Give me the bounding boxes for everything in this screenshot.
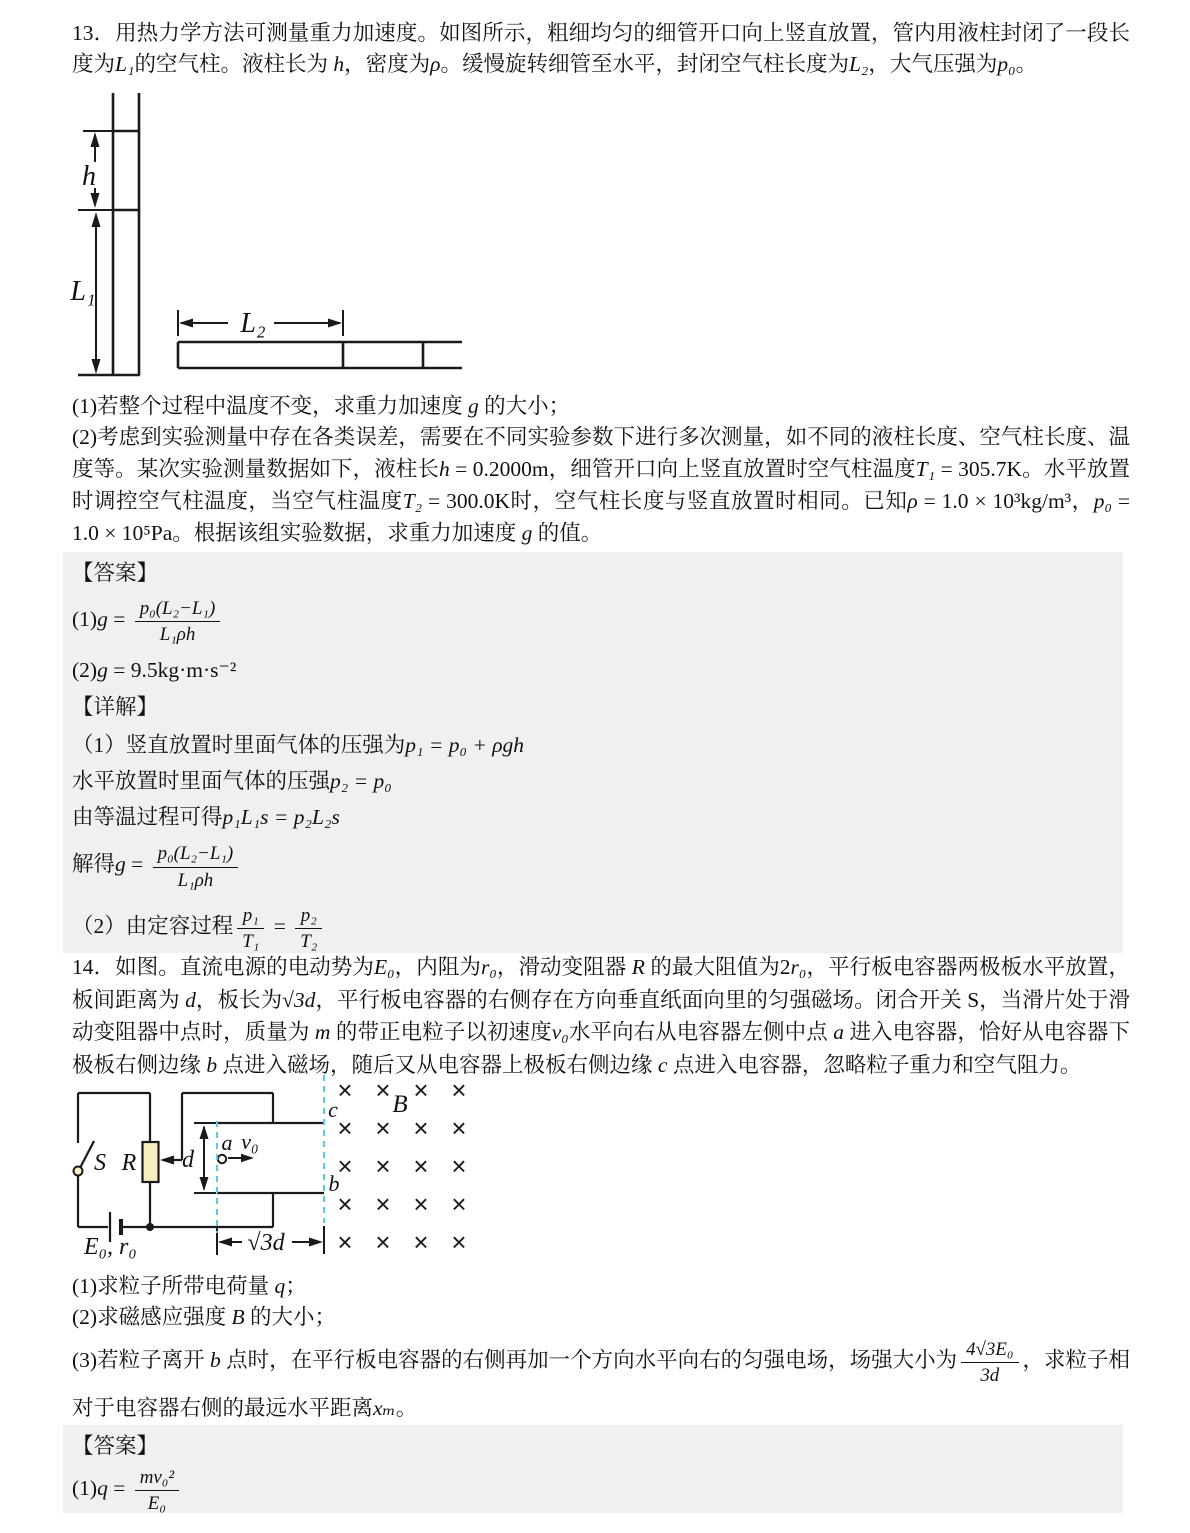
plain-text: 点进入电容器，忽略粒子重力和空气阻力。 (667, 1052, 1082, 1077)
question-14-part3 (72, 1336, 1130, 1428)
fraction: $\frac{\text{p₂}}{\text{T₂}}$ (295, 904, 322, 952)
answer-header-14: 【答案】 (72, 1434, 159, 1458)
detail-line-3 (72, 802, 1113, 833)
math-text: g (115, 852, 126, 877)
fraction: $\frac{\text{p₁}}{\text{T₁}}$ (237, 904, 264, 952)
math-text: g (97, 658, 108, 683)
math-text: h (438, 457, 450, 481)
plain-text: (1)若整个过程中温度不变，求重力加速度 (72, 394, 468, 418)
detail-line-5 (72, 902, 1113, 953)
plain-text: = (268, 913, 292, 938)
field-cross-icon: × (375, 1227, 391, 1257)
math-text: ρ (430, 52, 441, 76)
particle-entry-point (218, 1155, 226, 1163)
plain-text: ，平行板电容器的右侧存在方向垂直纸面向里的匀强磁场。闭合开关 S，当滑片处于滑动变阻器中点时，质量为 (72, 987, 1130, 1044)
math-text: R (631, 955, 645, 979)
plain-text: 13．用热力学方法可测量重力加速度。如图所示，粗细均匀的细管开口向上竖直放置，管内用液柱封闭了一段长度为 (72, 21, 1130, 76)
math-text: √3d (282, 987, 316, 1012)
math-text: b (209, 1348, 221, 1373)
math-text: m (314, 1020, 331, 1044)
plain-text: ，求粒子相对于电容器右侧的最远水平距离 (72, 1348, 1131, 1421)
field-cross-icon: × (451, 1075, 467, 1105)
math-text: r₀ (790, 955, 807, 979)
plain-text: 。 (1015, 52, 1038, 76)
plain-text: 由等温过程可得 (72, 805, 223, 830)
math-text: a (833, 1020, 845, 1044)
point-b-label: b (328, 1171, 340, 1196)
plain-text: 水平向右从电容器左侧中点 (568, 1020, 834, 1044)
field-cross-icon: × (337, 1075, 353, 1105)
detail-line-4 (72, 840, 1113, 892)
plain-text: 解得 (72, 852, 116, 877)
plain-text: ，大气压强为 (868, 52, 998, 76)
math-text: L₂ (848, 52, 869, 76)
switch-label: S (94, 1150, 106, 1176)
fraction: $\frac{\text{mv₀²}}{\text{E₀}}$ (135, 1466, 179, 1513)
answer-block-13 (63, 552, 1123, 953)
field-cross-icon: × (337, 1189, 353, 1219)
question-14-part1 (72, 1271, 1130, 1302)
plain-text: = 9.5kg·m·s⁻² (107, 658, 237, 683)
plain-text: ，平行板电容器两极板水平放置，板间距离为 (72, 955, 1130, 1012)
tube-walls (78, 93, 462, 375)
field-cross-icon: × (337, 1113, 353, 1143)
plain-text: 的最大阻值为2 (644, 955, 791, 979)
plain-text: = 300.0K时，空气柱长度与竖直放置时相同。已知 (422, 489, 908, 513)
plain-text: = (107, 1476, 131, 1501)
plain-text: ； (285, 1274, 307, 1298)
plain-text: = 1.0 × 10³kg/m³， (917, 489, 1094, 513)
field-cross-icon: × (413, 1227, 429, 1257)
plain-text: (1) (72, 1476, 98, 1501)
question-14-intro (72, 951, 1130, 1081)
point-c-label: c (328, 1097, 338, 1122)
plain-text: 14．如图。直流电源的电动势为 (72, 955, 374, 979)
math-text: ρ (907, 489, 918, 513)
plain-text: 。 (395, 1396, 418, 1421)
field-cross-icon: × (451, 1227, 467, 1257)
plain-text: = 1.0 × 10⁵Pa。根据该组实验数据，求重力加速度 (72, 489, 1130, 545)
fraction: $\frac{\text{p₀(L₂−L₁)}}{\text{L₁ρh}}$ (135, 597, 221, 645)
v0-label: v₀ (241, 1129, 259, 1154)
plain-text: = 0.2000m，细管开口向上竖直放置时空气柱温度 (449, 457, 916, 481)
answer-header: 【答案】 (72, 561, 159, 585)
plain-text: 点进入磁场，随后又从电容器上极板右侧边缘 (217, 1052, 658, 1077)
math-text: g (97, 607, 108, 632)
point-a-label: a (221, 1130, 233, 1155)
field-cross-icon: × (375, 1113, 391, 1143)
math-text: E₀ (374, 955, 395, 979)
field-boundary-dashed-lines (217, 1075, 324, 1233)
field-cross-icon: × (451, 1189, 467, 1219)
answer-13-1 (72, 595, 1113, 647)
detail-header: 【详解】 (72, 695, 159, 720)
gap-d-label: d (182, 1147, 194, 1173)
field-cross-icon: × (375, 1075, 391, 1105)
question-14-part2 (72, 1302, 1130, 1333)
field-B-label: B (392, 1091, 408, 1118)
circuit-wires (78, 1093, 324, 1242)
math-text: g (467, 394, 479, 418)
plain-text: ，板长为 (195, 987, 283, 1012)
plain-text: 。缓慢旋转细管至水平，封闭空气柱长度为 (440, 52, 849, 76)
switch-contact (74, 1167, 83, 1176)
math-text: c (657, 1052, 668, 1077)
plain-text: 点时，在平行板电容器的右侧再加一个方向水平向右的匀强电场，场强大小为 (220, 1348, 958, 1373)
answer-14-1 (72, 1464, 1113, 1513)
plain-text: 进入电容器，恰好从电容器下极板右侧边缘 (72, 1020, 1130, 1077)
plain-text: 的值。 (532, 521, 603, 545)
circuit-diagram (70, 1073, 490, 1265)
field-cross-icon: × (413, 1151, 429, 1181)
plain-text: 水平放置时里面气体的压强 (72, 769, 331, 794)
question-13-part2 (72, 421, 1130, 549)
plain-text: = (125, 852, 149, 877)
field-cross-icon: × (375, 1151, 391, 1181)
field-cross-icon: × (413, 1189, 429, 1219)
emf-label: E₀, r₀ (84, 1234, 137, 1260)
rheostat-label: R (121, 1150, 137, 1176)
arrowheads (91, 132, 343, 374)
math-text: T₁ (915, 457, 936, 481)
plain-text: 的大小； (244, 1305, 336, 1329)
field-cross-icon: × (413, 1113, 429, 1143)
math-text: v₀ (551, 1020, 569, 1044)
question-13-part1 (72, 391, 1130, 422)
math-text: L₁ (115, 52, 135, 76)
field-cross-icon: × (375, 1189, 391, 1219)
math-text: q (274, 1274, 286, 1298)
plain-text: ，内阻为 (394, 955, 481, 979)
plain-text: 的空气柱。液柱长为 (134, 52, 334, 76)
plain-text: (3)若粒子离开 (72, 1348, 210, 1373)
plain-text: (1) (72, 607, 98, 632)
field-cross-icon: × (337, 1227, 353, 1257)
answer-13-2 (72, 655, 1113, 686)
plain-text: 的大小； (478, 394, 571, 418)
rheostat-body (143, 1142, 159, 1182)
plain-text: (2)求磁感应强度 (72, 1305, 232, 1329)
plain-text: （2）由定容过程 (72, 913, 234, 938)
plain-text: ，滑动变阻器 (496, 955, 632, 979)
math-text: p₁ = p₀ + ρgh (405, 733, 525, 758)
detail-line-2 (72, 766, 1113, 797)
math-text: p₁L₁s = p₂L₂s (222, 805, 340, 830)
plain-text: (2)考虑到实验测量中存在各类误差，需要在不同实验参数下进行多次测量，如不同的液柱长度、空气柱长度、温度等。某次实验测量数据如下，液柱长 (72, 425, 1130, 481)
sqrt3d-label: √3d (247, 1230, 285, 1256)
h-dimension-label: h (82, 161, 96, 192)
field-cross-icon: × (451, 1113, 467, 1143)
math-text: p₀ (997, 52, 1016, 76)
question-13-intro (72, 18, 1130, 80)
L1-dimension-label: L₁ (70, 276, 96, 307)
plain-text: （1）竖直放置时里面气体的压强为 (72, 733, 406, 758)
math-text: q (97, 1476, 108, 1501)
L2-dimension-label: L₂ (240, 308, 266, 339)
tube-diagram (60, 88, 530, 390)
math-text: xₘ (373, 1396, 396, 1421)
plain-text: (2) (72, 658, 98, 683)
math-text: d (185, 987, 196, 1012)
field-cross-icon: × (451, 1151, 467, 1181)
math-text: r₀ (480, 955, 497, 979)
fraction: $\frac{\text{p₀(L₂−L₁)}}{\text{L₁ρh}}$ (153, 842, 239, 890)
math-text: g (521, 521, 533, 545)
field-cross-icon: × (413, 1075, 429, 1105)
plain-text: (1)求粒子所带电荷量 (72, 1274, 275, 1298)
math-text: p₂ = p₀ (330, 769, 392, 794)
junction-dot (146, 1223, 154, 1231)
math-text: T₂ (402, 489, 423, 513)
field-cross-icon: × (337, 1151, 353, 1181)
math-text: h (333, 52, 345, 76)
fraction: $\frac{\text{4√3E₀}}{3d}$ (961, 1338, 1018, 1386)
answer-block-14 (63, 1425, 1123, 1513)
math-text: p₀ (1093, 489, 1112, 513)
plain-text: 的带正电粒子以初速度 (330, 1020, 552, 1044)
math-text: B (231, 1305, 245, 1329)
measurement-lines (78, 131, 343, 360)
plain-text: = (107, 607, 131, 632)
detail-line-1 (72, 730, 1113, 761)
math-text: b (206, 1052, 218, 1077)
plain-text: = 305.7K。水平放置时调控空气柱温度，当空气柱温度 (72, 457, 1130, 513)
plain-text: ，密度为 (344, 52, 431, 76)
